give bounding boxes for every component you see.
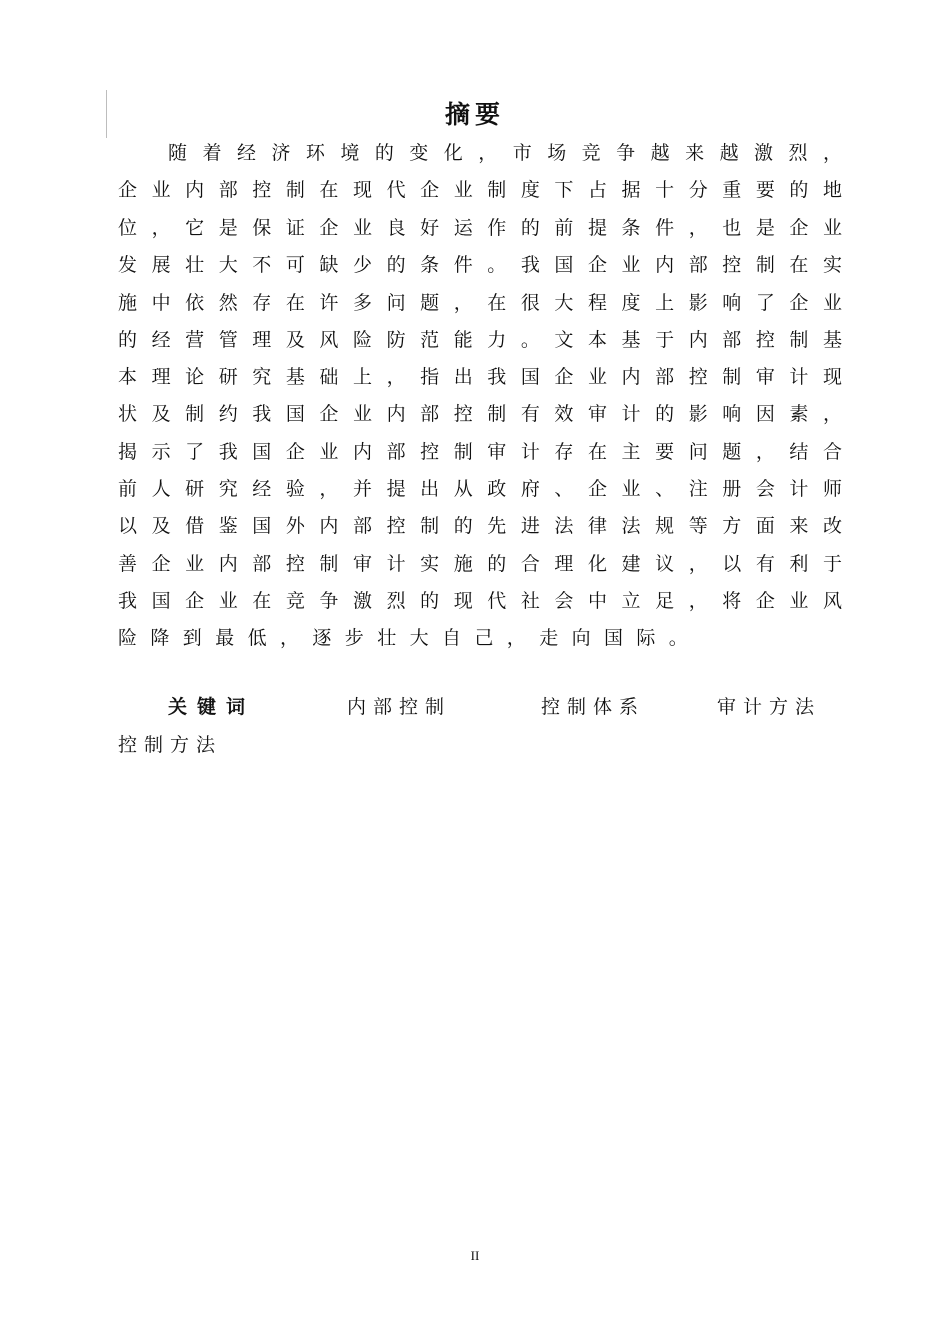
- keywords-label: 关键词: [168, 696, 256, 718]
- page-number: II: [470, 1248, 480, 1263]
- abstract-line: 本理论研究基础上，指出我国企业内部控制审计现: [118, 366, 857, 388]
- abstract-line: 以及借鉴国外内部控制的先进法律法规等方面来改: [118, 515, 857, 537]
- abstract-line: 位，它是保证企业良好运作的前提条件，也是企业: [118, 217, 857, 239]
- abstract-line: 的经营管理及风险防范能力。文本基于内部控制基: [118, 329, 857, 351]
- keyword-item: 控制方法: [118, 734, 223, 756]
- abstract-line: 状及制约我国企业内部控制有效审计的影响因素，: [118, 403, 857, 425]
- abstract-line: 善企业内部控制审计实施的合理化建议，以有利于: [118, 553, 857, 575]
- keyword-item: 内部控制: [347, 696, 452, 718]
- abstract-line: 险降到最低，逐步壮大自己，走向国际。: [118, 627, 702, 649]
- abstract-line: 施中依然存在许多问题，在很大程度上影响了企业: [118, 292, 857, 314]
- abstract-line: 随着经济环境的变化，市场竞争越来越激烈，: [168, 142, 858, 164]
- keyword-item: 审计方法: [717, 696, 822, 718]
- abstract-line: 我国企业在竞争激烈的现代社会中立足，将企业风: [118, 590, 857, 612]
- abstract-line: 揭示了我国企业内部控制审计存在主要问题，结合: [118, 441, 857, 463]
- abstract-line: 发展壮大不可缺少的条件。我国企业内部控制在实: [118, 254, 857, 276]
- abstract-line: 企业内部控制在现代企业制度下占据十分重要的地: [118, 179, 857, 201]
- abstract-line: 前人研究经验，并提出从政府、企业、注册会计师: [118, 478, 857, 500]
- keyword-item: 控制体系: [541, 696, 646, 718]
- abstract-title: 摘要: [444, 100, 505, 129]
